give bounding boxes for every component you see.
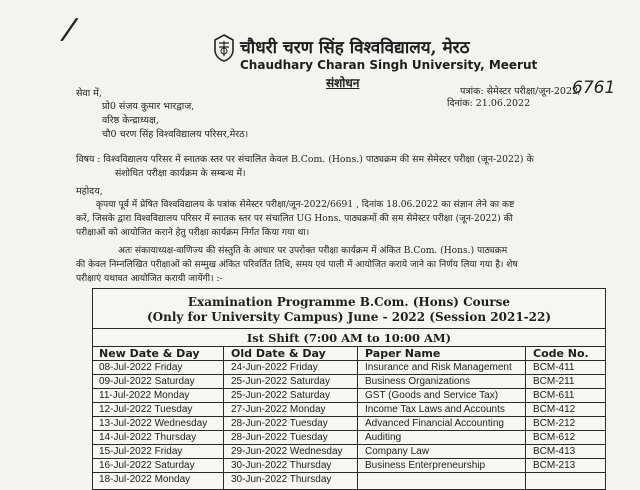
body-line-3: परीक्षाओं को आयोजित कराने हेतु परीक्षा कार्यक्रम निर्गत किया गया था।: [76, 228, 310, 238]
address-line-2: वरिष्ठ केन्द्राध्यक्ष,: [102, 115, 159, 126]
column-header-code-no: Code No.: [533, 347, 589, 360]
table-cell-old-date: 30-Jun-2022 Thursday: [231, 474, 332, 485]
table-row-line: [93, 444, 605, 445]
body-line-1: कृपया पूर्व में प्रेषित विश्वविद्यालय के पत्रांक सेमेस्टर परीक्षा/जून-2022/6691 , दिनांक 18.06.2022 का संज्ञान लेने का कष्ट: [96, 200, 515, 210]
table-title-line-1: Examination Programme B.Com. (Hons) Course: [187, 295, 511, 309]
table-shift: Ist Shift (7:00 AM to 10:00 AM): [246, 331, 452, 345]
table-cell-old-date: 30-Jun-2022 Thursday: [231, 460, 332, 471]
table-cell-new-date: 08-Jul-2022 Friday: [99, 362, 183, 373]
table-cell-paper-name: Income Tax Laws and Accounts: [365, 404, 505, 415]
subject-line-1: विषय : विश्वविद्यालय परिसर में स्नातक स्तर पर संचालित केवल B.Com. (Hons.) पाठ्यक्रम की सम सेमेस्टर परीक्षा (जून-2022) के: [76, 154, 534, 165]
university-name-english: Chaudhary Charan Singh University, Meerut: [240, 58, 538, 72]
university-name-hindi: चौधरी चरण सिंह विश्वविद्यालय, मेरठ: [240, 38, 470, 58]
address-line-3: चौ0 चरण सिंह विश्वविद्यालय परिसर,मेरठ।: [102, 129, 249, 140]
table-cell-paper-name: Insurance and Risk Management: [365, 362, 512, 373]
table-cell-old-date: 25-Jun-2022 Saturday: [231, 390, 330, 401]
table-cell-old-date: 28-Jun-2022 Tuesday: [231, 418, 328, 429]
handwritten-mark: /: [61, 11, 77, 48]
body-line-2: करें, जिसके द्वारा विश्वविद्यालय परिसर में स्नातक स्तर पर संचालित UG Hons. पाठ्यक्रमों की सम सेमेस्टर परीक्षा (जून-2022) की: [76, 214, 513, 224]
column-divider: [525, 346, 526, 489]
body-line-4: अतः संकायाध्यक्ष-वाणिज्य की संस्तुति के आधार पर उपरोक्त परीक्षा कार्यक्रम में अंकित B.Com. (Hons.) पाठ्यक्रम: [118, 246, 508, 256]
table-row-line: [93, 430, 605, 431]
table-cell-new-date: 12-Jul-2022 Tuesday: [99, 404, 193, 415]
body-line-5: की केवल निम्नलिखित परीक्षाओं को सम्मुख अंकित परिवर्तित तिथि, समय एवं पाली में आयोजित कराये जाने का निर्णय लिया गया है। शेष: [76, 260, 518, 270]
subject-line-2: संशोधित परीक्षा कार्यक्रम के सम्बन्ध में।: [115, 168, 246, 179]
table-cell-new-date: 15-Jul-2022 Friday: [99, 446, 183, 457]
table-cell-new-date: 13-Jul-2022 Wednesday: [99, 418, 208, 429]
table-cell-new-date: 16-Jul-2022 Saturday: [99, 460, 195, 471]
salutation: महोदय,: [76, 186, 103, 197]
table-row-line: [93, 402, 605, 403]
table-row-line: [93, 388, 605, 389]
document-title: संशोधन: [326, 76, 360, 90]
body-line-6: परीक्षाएं यथावत आयोजित करायी जायेंगी। :-: [76, 274, 223, 284]
table-cell-old-date: 28-Jun-2022 Tuesday: [231, 432, 328, 443]
table-cell-paper-name: Business Enterpreneurship: [365, 460, 486, 471]
table-cell-new-date: 18-Jul-2022 Monday: [99, 474, 191, 485]
table-cell-code: BCM-212: [533, 418, 576, 429]
handwritten-letter-number: 6761: [572, 78, 616, 98]
column-divider: [223, 346, 224, 489]
exam-programme-table: [92, 288, 606, 490]
table-cell-paper-name: Business Organizations: [365, 376, 471, 387]
table-cell-new-date: 11-Jul-2022 Monday: [99, 390, 190, 401]
table-row-line: [93, 416, 605, 417]
university-emblem: [213, 34, 235, 62]
table-divider: [93, 360, 605, 361]
table-row-line: [93, 472, 605, 473]
table-row-line: [93, 374, 605, 375]
table-cell-new-date: 09-Jul-2022 Saturday: [99, 376, 195, 387]
letter-date: दिनांक: 21.06.2022: [447, 98, 531, 109]
table-cell-old-date: 25-Jun-2022 Saturday: [231, 376, 330, 387]
table-cell-paper-name: GST (Goods and Service Tax): [365, 390, 499, 401]
table-cell-old-date: 24-Jun-2022 Friday: [231, 362, 318, 373]
table-cell-code: BCM-413: [533, 446, 576, 457]
column-header-paper-name: Paper Name: [365, 347, 441, 360]
table-cell-new-date: 14-Jul-2022 Thursday: [99, 432, 197, 443]
table-cell-code: BCM-611: [533, 390, 575, 401]
address-to: सेवा में,: [76, 88, 102, 99]
address-line-1: प्रो0 संजय कुमार भारद्वाज,: [102, 101, 195, 112]
letter-number: पत्रांक: सेमेस्टर परीक्षा/जून-2022/: [460, 86, 582, 97]
table-cell-code: BCM-412: [533, 404, 576, 415]
column-header-new-date: New Date & Day: [99, 347, 200, 360]
table-cell-paper-name: Company Law: [365, 446, 429, 457]
table-cell-code: BCM-211: [533, 376, 575, 387]
table-cell-code: BCM-411: [533, 362, 575, 373]
table-cell-paper-name: Auditing: [365, 432, 402, 443]
column-header-old-date: Old Date & Day: [231, 347, 326, 360]
column-divider: [357, 346, 358, 489]
table-divider: [93, 328, 605, 329]
table-row-line: [93, 458, 605, 459]
table-cell-old-date: 27-Jun-2022 Monday: [231, 404, 326, 415]
table-cell-old-date: 29-Jun-2022 Wednesday: [231, 446, 343, 457]
table-cell-code: BCM-612: [533, 432, 576, 443]
table-title-line-2: (Only for University Campus) June - 2022 (Session 2021-22): [146, 310, 552, 324]
table-cell-paper-name: Advanced Financial Accounting: [365, 418, 504, 429]
table-cell-code: BCM-213: [533, 460, 576, 471]
